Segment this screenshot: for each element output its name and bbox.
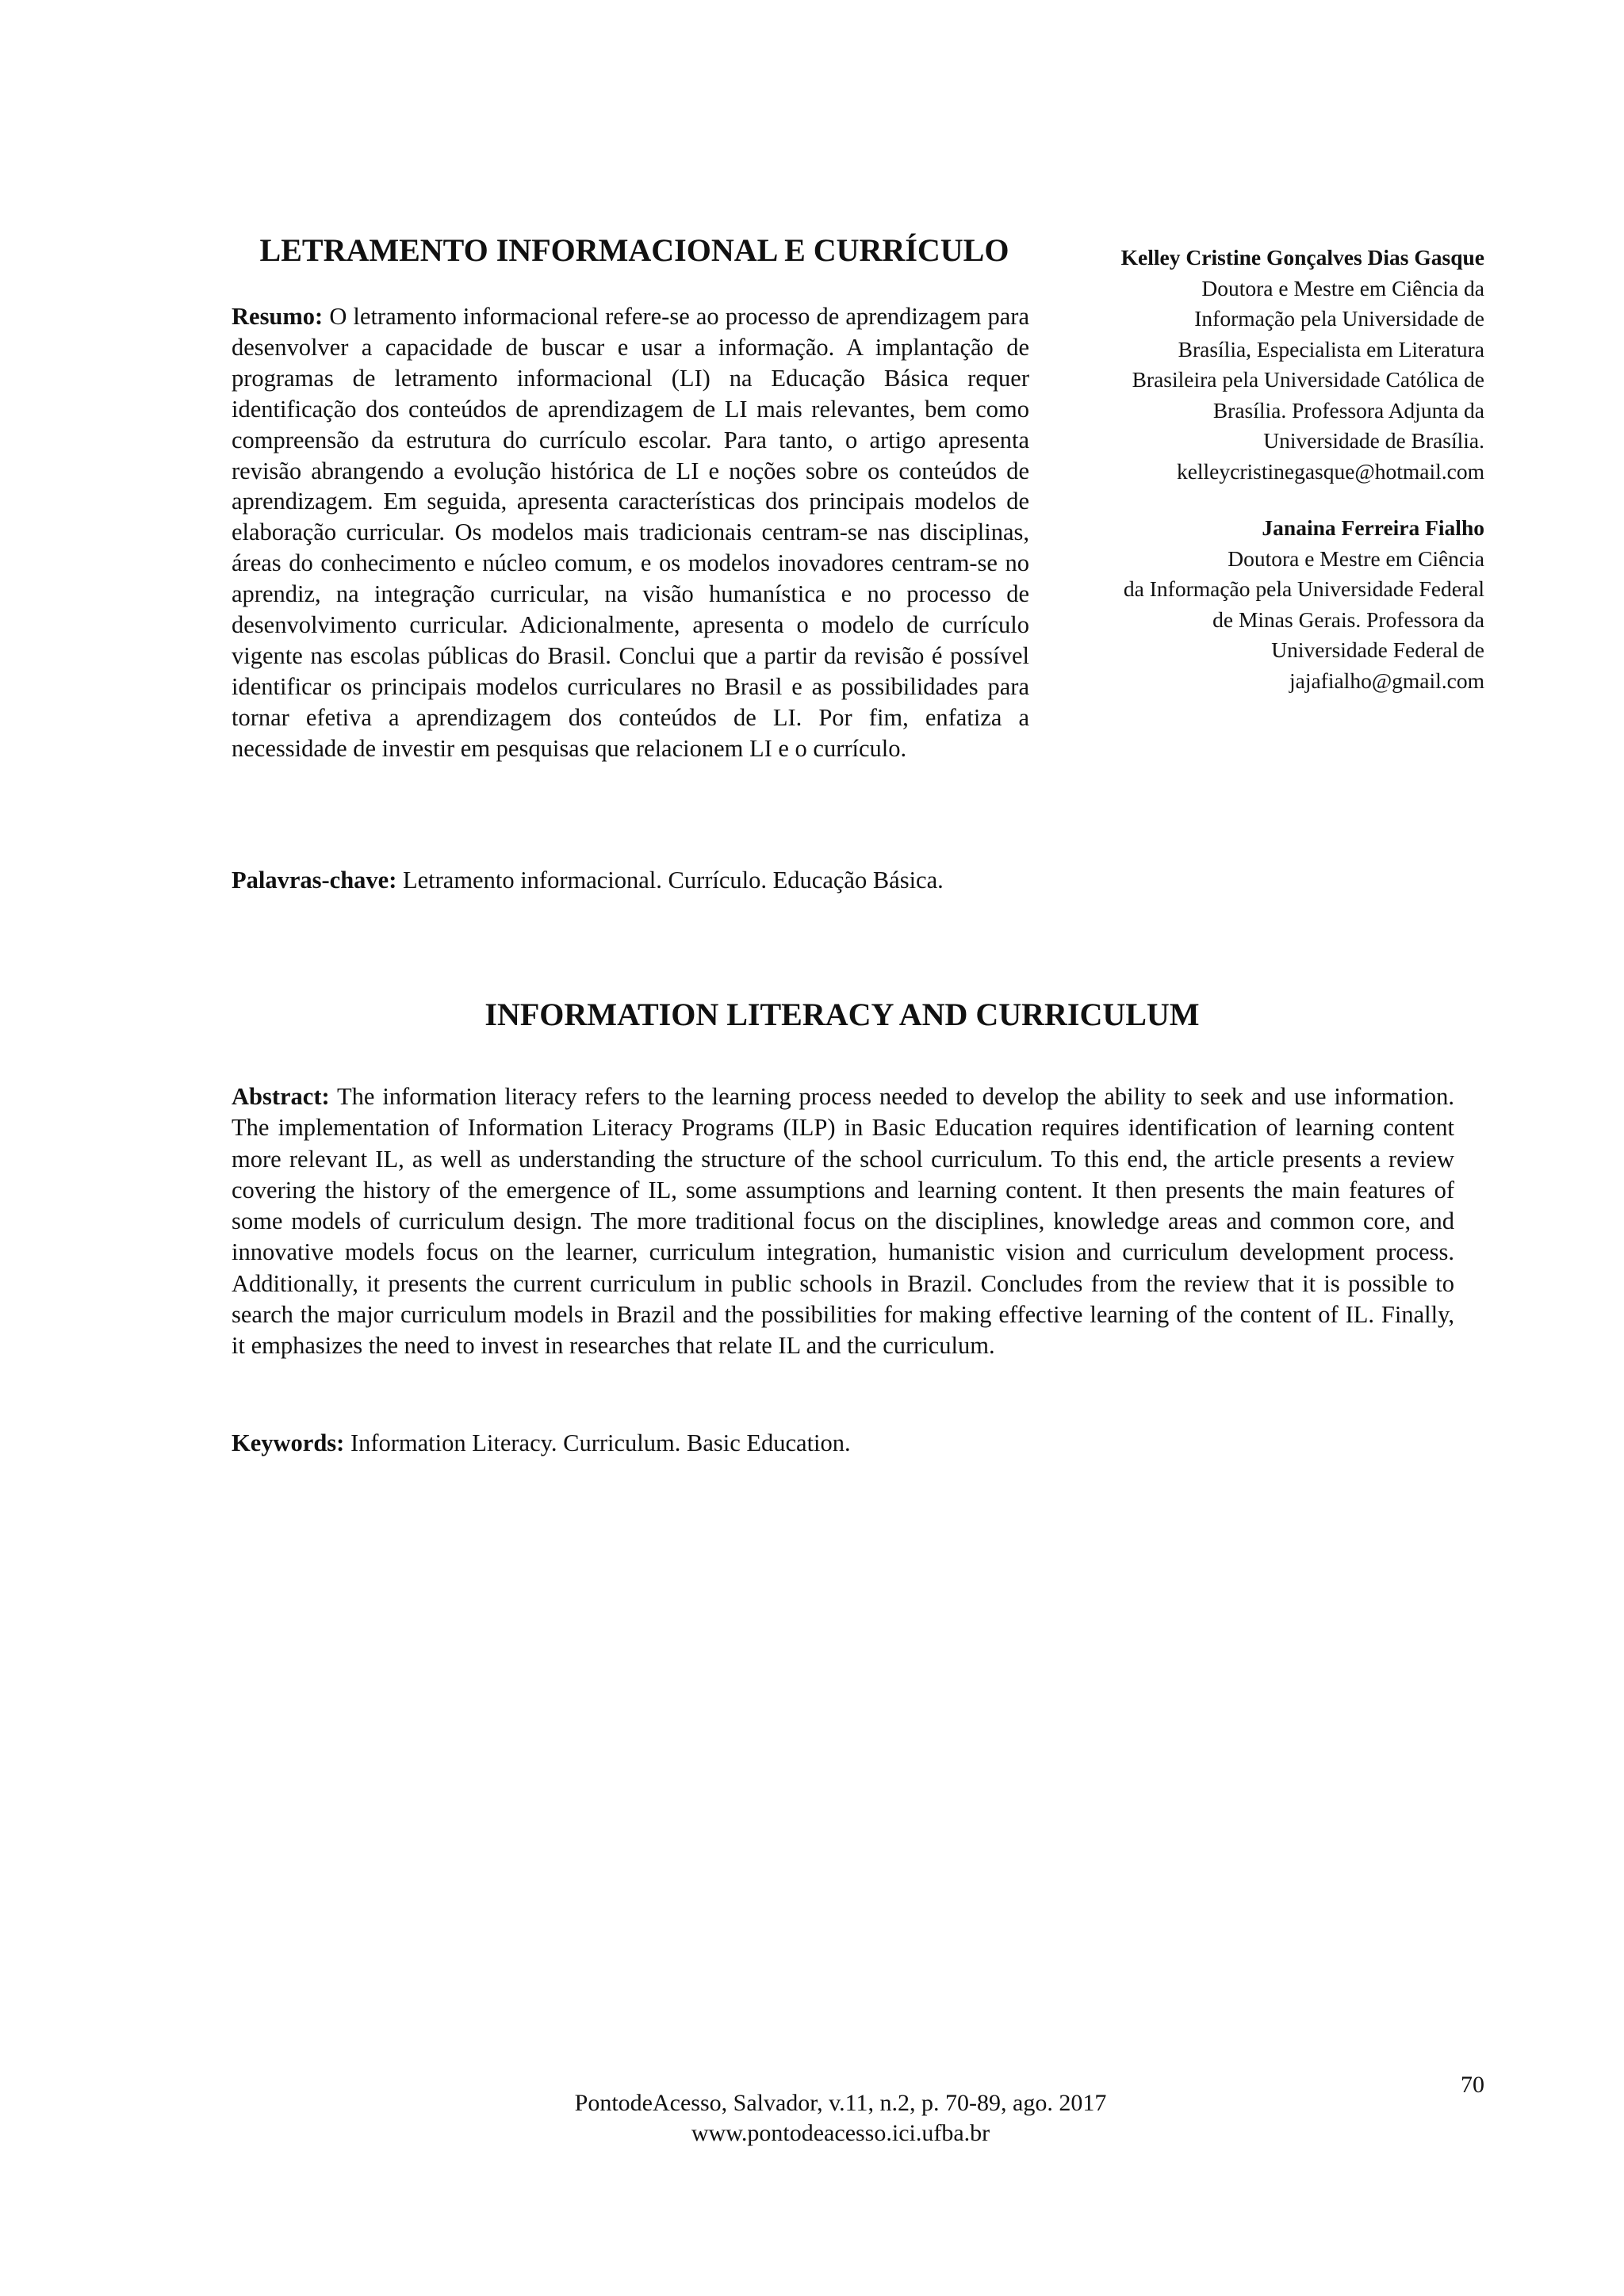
keywords-label: Palavras-chave: [232, 867, 397, 894]
author-name: Kelley Cristine Gonçalves Dias Gasque [1120, 245, 1484, 270]
authors-block [1055, 243, 1484, 696]
portuguese-title: LETRAMENTO INFORMACIONAL E CURRÍCULO [259, 232, 1009, 268]
footer-website: www.pontodeacesso.ici.ufba.br [691, 2120, 990, 2146]
author-affiliation-line: Informação pela Universidade de [1194, 306, 1484, 331]
author-affiliation-line: da Informação pela Universidade Federal [1123, 576, 1484, 601]
english-abstract [232, 1081, 1454, 1362]
page-number: 70 [1461, 2072, 1484, 2098]
portuguese-keywords [232, 864, 1056, 896]
author-affiliation-line: Brasileira pela Universidade Católica de [1132, 367, 1484, 392]
page-footer [476, 2088, 1205, 2149]
english-title: INFORMATION LITERACY AND CURRICULUM [485, 997, 1200, 1032]
author-name: Janaina Ferreira Fialho [1262, 515, 1484, 540]
author-2 [1055, 513, 1484, 696]
author-affiliation-line: Brasília, Especialista em Literatura [1178, 336, 1484, 362]
footer-citation: PontodeAcesso, Salvador, v.11, n.2, p. 70-89, ago. 2017 [574, 2090, 1107, 2116]
author-affiliation-line: Universidade Federal de [1271, 637, 1484, 662]
english-keywords [232, 1427, 1453, 1459]
author-email: jajafialho@gmail.com [1289, 668, 1484, 693]
author-affiliation-line: de Minas Gerais. Professora da [1212, 607, 1484, 632]
keywords-label: Keywords: [232, 1429, 345, 1456]
keywords-text: Letramento informacional. Currículo. Educação Básica. [403, 867, 944, 894]
abstract-label: Resumo: [232, 303, 324, 330]
portuguese-abstract [232, 301, 1029, 764]
abstract-text: The information literacy refers to the learning process needed to develop the ability to seek and use information. The implementation of Information Literacy Programs (ILP) in Basic Education requires identification of learning content more relevant IL, as well as understanding the structure of the school curriculum. To this end, the article presents a review covering the history of the emergence of IL, some assumptions and learning content. It then presents the main features of some models of curriculum design. The more traditional focus on the disciplines, knowledge areas and common core, and innovative models focus on the learner, curriculum integration, humanistic vision and curriculum development process. Additionally, it presents the current curriculum in public schools in Brazil. Concludes from the review that it is possible to search the major curriculum models in Brazil and the possibilities for making effective learning of the content of IL. Finally, it emphasizes the need to invest in researches that relate IL and the curriculum. [232, 1083, 1455, 1360]
abstract-text: O letramento informacional refere-se ao processo de aprendizagem para desenvolver a capacidade de buscar e usar a informação. A implantação de programas de letramento informacional (LI) na Educação Básica requer identificação dos conteúdos de aprendizagem de LI mais relevantes, bem como compreensão da estrutura do currículo escolar. Para tanto, o artigo apresenta revisão abrangendo a evolução histórica de LI e noções sobre os conteúdos de aprendizagem. Em seguida, apresenta características dos principais modelos de elaboração curricular. Os modelos mais tradicionais centram-se nas disciplinas, áreas do conhecimento e núcleo comum, e os modelos inovadores centram-se no aprendiz, na integração curricular, na visão humanística e no processo de desenvolvimento curricular. Adicionalmente, apresenta o modelo de currículo vigente nas escolas públicas do Brasil. Conclui que a partir da revisão é possível identificar os principais modelos curriculares no Brasil e as possibilidades para tornar efetiva a aprendizagem dos conteúdos de LI. Por fim, enfatiza a necessidade de investir em pesquisas que relacionem LI e o currículo. [232, 303, 1029, 762]
author-affiliation-line: Universidade de Brasília. [1263, 428, 1484, 453]
author-affiliation-line: Brasília. Professora Adjunta da [1212, 397, 1484, 423]
abstract-label: Abstract: [232, 1083, 330, 1110]
keywords-text: Information Literacy. Curriculum. Basic Education. [350, 1429, 851, 1456]
author-email: kelleycristinegasque@hotmail.com [1176, 458, 1484, 484]
author-affiliation-line: Doutora e Mestre em Ciência da [1201, 275, 1484, 300]
author-affiliation-line: Doutora e Mestre em Ciência [1228, 545, 1484, 571]
author-1 [1055, 243, 1484, 487]
